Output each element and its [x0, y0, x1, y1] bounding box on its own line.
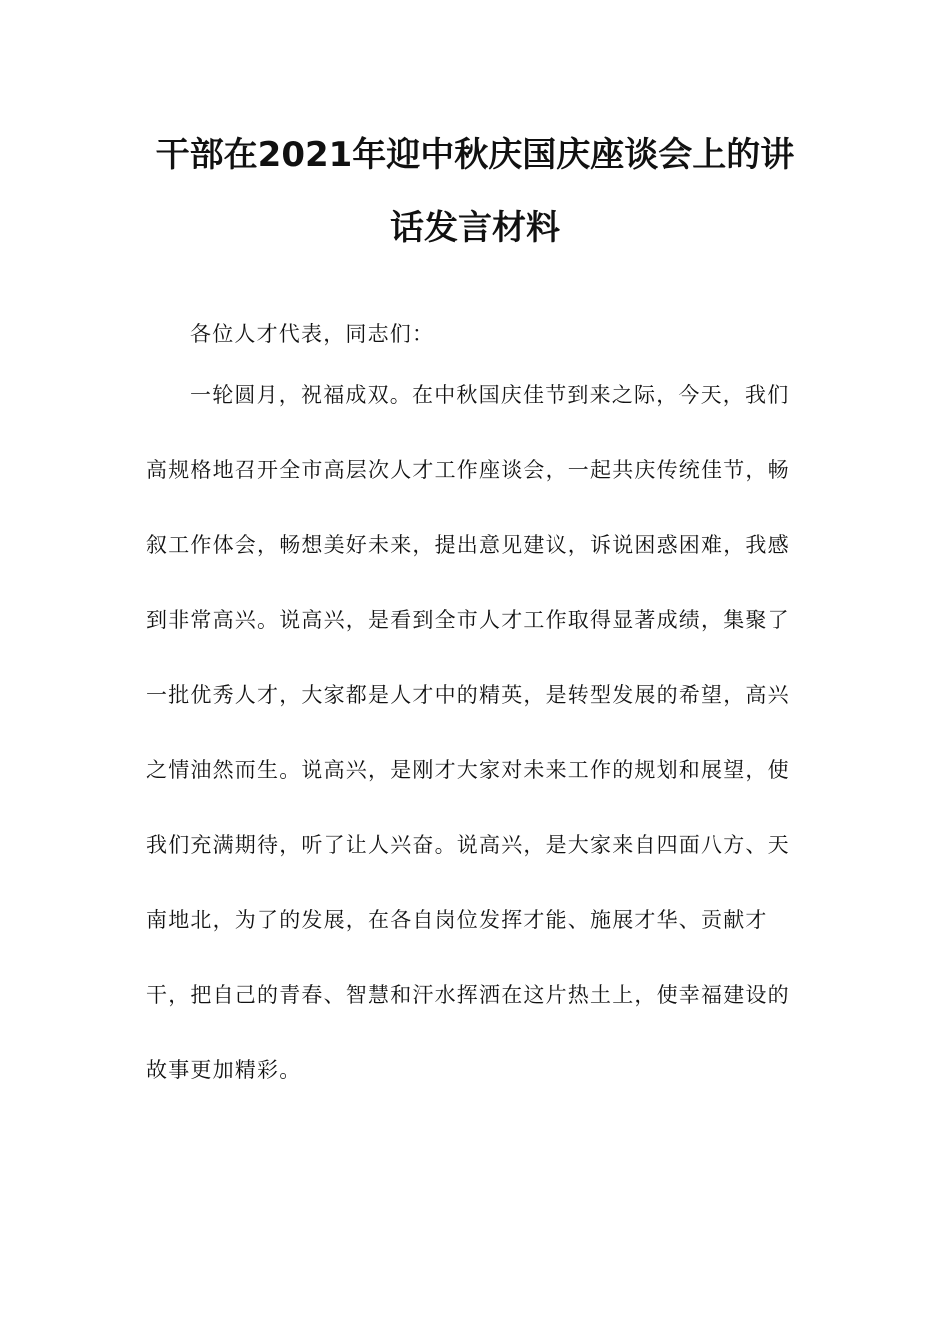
paragraph-line: 我们充满期待，听了让人兴奋。说高兴，是大家来自四面八方、天 [146, 833, 790, 857]
paragraph-line: 之情油然而生。说高兴，是刚才大家对未来工作的规划和展望，使 [146, 758, 790, 782]
paragraph-line: 干，把自己的青春、智慧和汗水挥洒在这片热土上，使幸福建设的 [146, 983, 790, 1007]
salutation: 各位人才代表，同志们： [190, 322, 435, 346]
paragraph-line: 一批优秀人才，大家都是人才中的精英，是转型发展的希望，高兴 [146, 683, 790, 707]
paragraph-line: 故事更加精彩。 [146, 1058, 302, 1082]
paragraph-line: 到非常高兴。说高兴，是看到全市人才工作取得显著成绩，集聚了 [146, 608, 790, 632]
paragraph-line: 高规格地召开全市高层次人才工作座谈会，一起共庆传统佳节，畅 [146, 458, 790, 482]
paragraph-line: 一轮圆月，祝福成双。在中秋国庆佳节到来之际，今天，我们 [190, 383, 790, 407]
paragraph-line: 南地北，为了的发展，在各自岗位发挥才能、施展才华、贡献才 [146, 908, 768, 932]
document-title-line-1: 干部在2021年迎中秋庆国庆座谈会上的讲 [155, 135, 795, 175]
paragraph-line: 叙工作体会，畅想美好未来，提出意见建议，诉说困惑困难，我感 [146, 533, 790, 557]
document-title-line-2: 话发言材料 [390, 208, 560, 248]
